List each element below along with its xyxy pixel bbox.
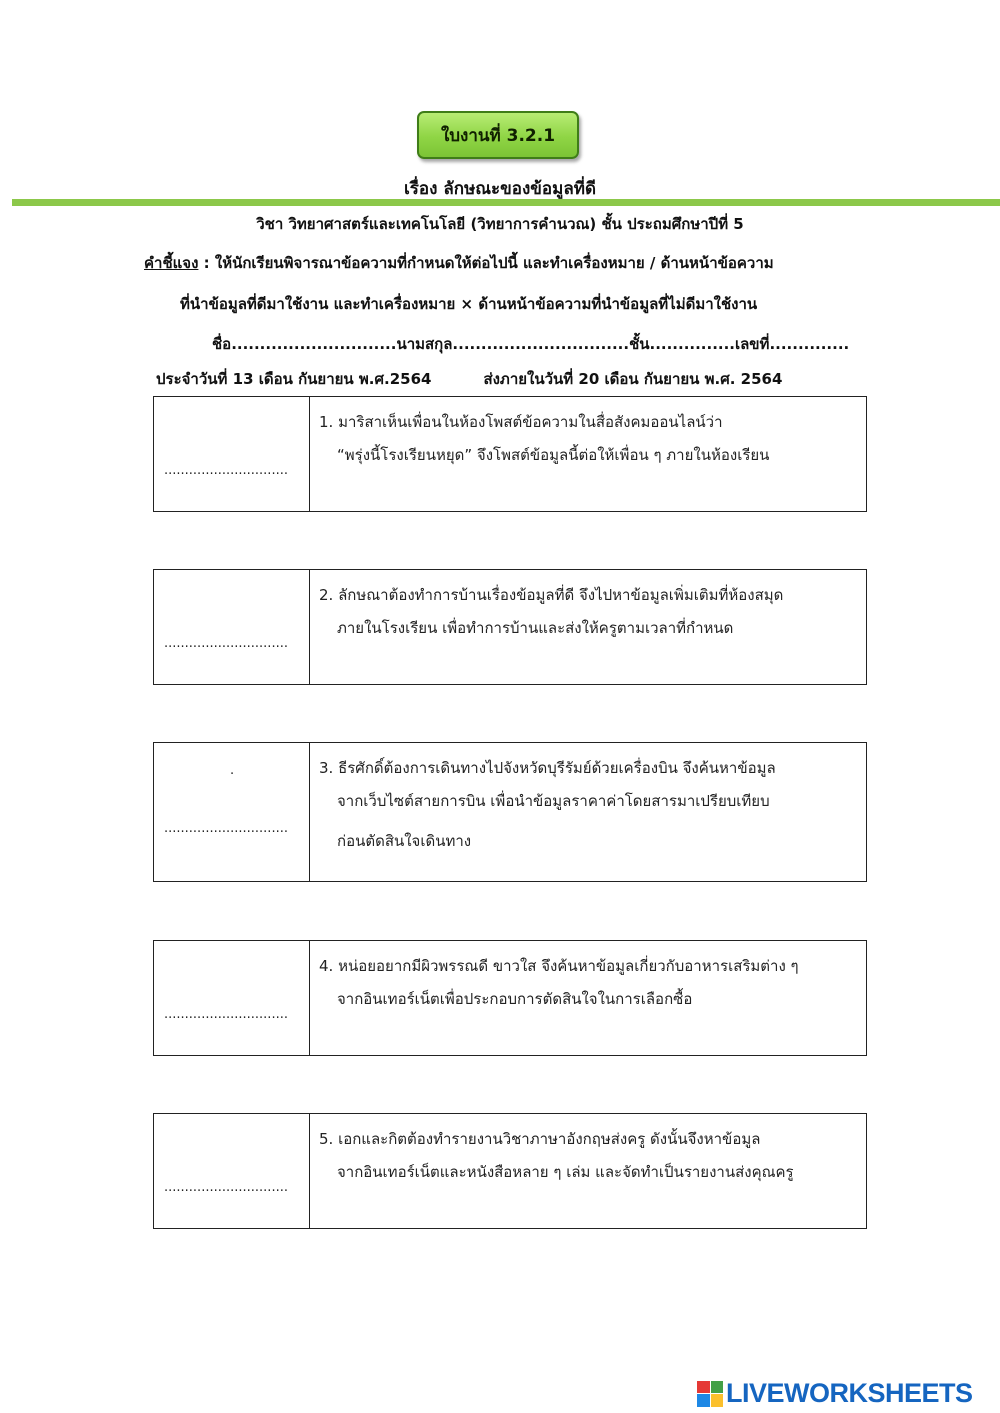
answer-cell-2[interactable] (154, 570, 310, 684)
question-text-3 (310, 743, 866, 881)
instruction-line-2: ที่นำข้อมูลที่ดีมาใช้งาน และทำเครื่องหมาย × ด้านหน้าข้อความที่นำข้อมูลที่ไม่ดีมาใช้งาน (180, 295, 758, 313)
instruction-label: คำชี้แจง (144, 254, 199, 272)
instruction-line-1 (144, 251, 774, 275)
date-line (156, 367, 782, 391)
divider (12, 199, 1000, 206)
course-line: วิชา วิทยาศาสตร์และเทคโนโลยี (วิทยาการคำนวณ) ชั้น ประถมศึกษาปีที่ 5 (256, 215, 744, 233)
subject-title: เรื่อง ลักษณะของข้อมูลที่ดี (403, 179, 597, 199)
logo-icon (697, 1381, 723, 1407)
question-line: 4. หน่อยอยากมีผิวพรรณดี ขาวใส จึงค้นหาข้อมูลเกี่ยวกับอาหารเสริมต่าง ๆ (319, 957, 799, 975)
answer-blank[interactable]: .............................. (164, 1180, 288, 1195)
answer-cell-4[interactable] (154, 941, 310, 1055)
logo-square-red (697, 1381, 710, 1394)
stray-mark: . (230, 763, 235, 778)
question-line: จากอินเทอร์เน็ตเพื่อประกอบการตัดสินใจในการเลือกซื้อ (337, 990, 693, 1008)
question-line: 3. ธีรศักดิ์ต้องการเดินทางไปจังหวัดบุรีรัมย์ด้วยเครื่องบิน จึงค้นหาข้อมูล (319, 759, 776, 777)
question-text-2 (310, 570, 866, 684)
liveworksheets-logo[interactable] (697, 1378, 973, 1409)
answer-cell-5[interactable] (154, 1114, 310, 1228)
question-line: 5. เอกและกิตต้องทำรายงานวิชาภาษาอังกฤษส่งครู ดังนั้นจึงหาข้อมูล (319, 1130, 761, 1148)
logo-square-blue (697, 1394, 710, 1407)
question-text-1 (310, 397, 866, 511)
logo-square-green (711, 1381, 724, 1394)
question-line: 2. ลักษณาต้องทำการบ้านเรื่องข้อมูลที่ดี จึงไปหาข้อมูลเพิ่มเติมที่ห้องสมุด (319, 586, 784, 604)
question-line: ก่อนตัดสินใจเดินทาง (337, 832, 472, 850)
worksheet-title: ใบงานที่ 3.2.1 (440, 125, 556, 146)
answer-blank[interactable]: .............................. (164, 821, 288, 836)
answer-cell-3[interactable] (154, 743, 310, 881)
question-box-1 (153, 396, 867, 512)
date-due: ส่งภายในวันที่ 20 เดือน กันยายน พ.ศ. 2564 (483, 370, 783, 388)
question-line: “พรุ่งนี้โรงเรียนหยุด” จึงโพสต์ข้อมูลนี้ต่อให้เพื่อน ๆ ภายในห้องเรียน (337, 446, 770, 464)
question-box-4 (153, 940, 867, 1056)
answer-blank[interactable]: .............................. (164, 463, 288, 478)
question-text-4 (310, 941, 866, 1055)
answer-blank[interactable]: .............................. (164, 1007, 288, 1022)
answer-blank[interactable]: .............................. (164, 636, 288, 651)
logo-text: LIVEWORKSHEETS (726, 1378, 973, 1408)
instruction-text-1: : ให้นักเรียนพิจารณาข้อความที่กำหนดให้ต่อไปนี้ และทำเครื่องหมาย / ด้านหน้าข้อความ (198, 254, 774, 272)
question-line: จากเว็บไซต์สายการบิน เพื่อนำข้อมูลราคาค่าโดยสารมาเปรียบเทียบ (337, 792, 770, 810)
date-assigned: ประจำวันที่ 13 เดือน กันยายน พ.ศ.2564 (156, 370, 432, 388)
question-text-5 (310, 1114, 866, 1228)
student-info-line: ชื่อ.............................นามสกุล...............................ชั้น...............เลขที่.............. (212, 335, 850, 353)
question-box-2 (153, 569, 867, 685)
question-line: ภายในโรงเรียน เพื่อทำการบ้านและส่งให้ครูตามเวลาที่กำหนด (337, 619, 734, 637)
question-line: 1. มาริสาเห็นเพื่อนในห้องโพสต์ข้อความในสื่อสังคมออนไลน์ว่า (319, 413, 723, 431)
question-line: จากอินเทอร์เน็ตและหนังสือหลาย ๆ เล่ม และจัดทำเป็นรายงานส่งคุณครู (337, 1163, 794, 1181)
question-box-3 (153, 742, 867, 882)
question-box-5 (153, 1113, 867, 1229)
answer-cell-1[interactable] (154, 397, 310, 511)
worksheet-title-badge (417, 111, 579, 159)
logo-square-yellow (711, 1394, 724, 1407)
